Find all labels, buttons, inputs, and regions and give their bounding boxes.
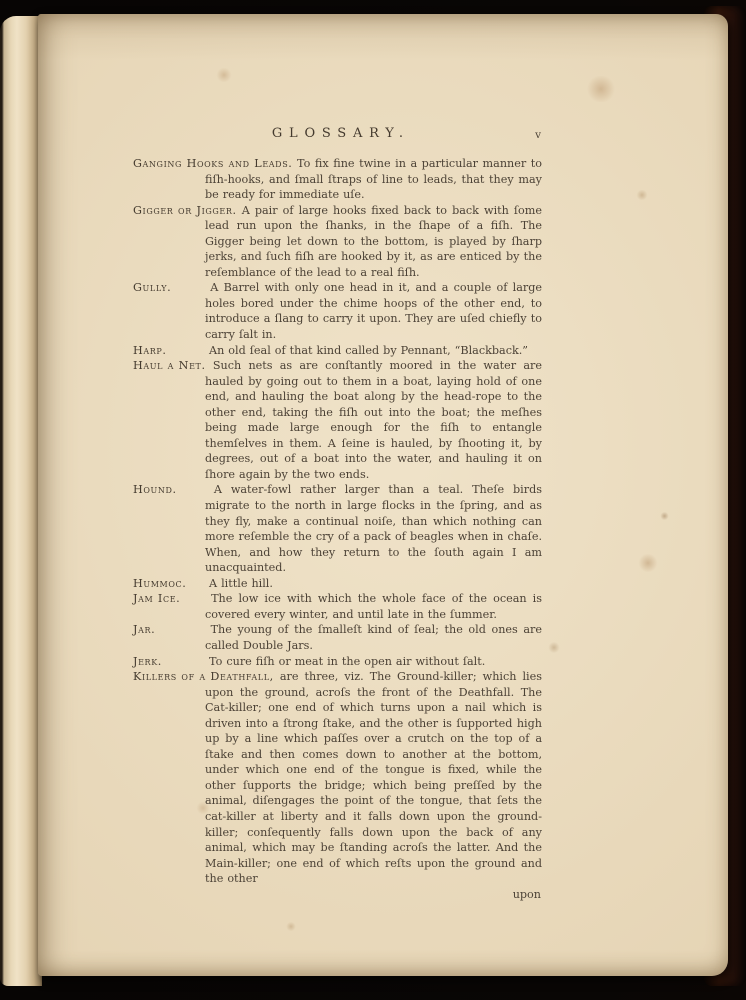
previous-page-edge: [0, 16, 42, 986]
book-page: [38, 14, 728, 976]
glossary-entry: [133, 203, 542, 281]
entry-term: Hound.: [133, 483, 177, 497]
entry-term: Haul a Net.: [133, 359, 206, 373]
entry-definition: Such nets as are conſtantly moored in the water are hauled by going out to them in a boat, laying hold of one end, and hauling the boat along by the head-rope to the other end, taking the fiſh out into the boat; the meſhes being made large enough for the fiſh to entangle themſelves in them. A ſeine is hauled, by ſhooting it, by degrees, out of a boat into the water, and hauling it on ſhore again by the two ends.: [205, 359, 542, 481]
glossary-entries: [133, 156, 542, 887]
entry-term: Jerk.: [133, 654, 162, 668]
entry-definition: A pair of large hooks fixed back to back with ſome lead run upon the ſhanks, in the ſhape of a fiſh. The Gigger being let down to the bottom, is played by ſharp jerks, and ſuch fiſh are hooked by it, as are enticed by the reſemblance of the lead to a real fiſh.: [205, 203, 543, 279]
glossary-entry: [133, 622, 542, 653]
entry-term: Ganging Hooks and Leads.: [133, 157, 293, 170]
entry-term: Gully.: [133, 281, 172, 295]
page-header: [133, 126, 542, 145]
entry-definition: To fix fine twine in a particular manner to fiſh-hooks, and ſmall ſtraps of line to leads, that they may be ready for immediate uſe.: [205, 157, 542, 202]
glossary-entry: [133, 591, 542, 622]
entry-definition: A Barrel with only one head in it, and a couple of large holes bored under the chime hoops of the other end, to introduce a ſlang to carry it upon. They are uſed chiefly to carry ſalt in.: [205, 281, 542, 342]
glossary-entry: [133, 482, 542, 575]
glossary-entry: [133, 358, 542, 482]
entry-definition: The low ice with which the whole face of the ocean is covered every winter, and until late in the ſummer.: [205, 592, 542, 621]
page-title: GLOSSARY.: [271, 126, 410, 141]
entry-definition: An old ſeal of that kind called by Pennant, “Blackback.”: [209, 343, 529, 357]
entry-term: Harp.: [133, 343, 167, 357]
glossary-entry: [133, 669, 542, 887]
entry-definition: To cure fiſh or meat in the open air without ſalt.: [209, 654, 486, 668]
entry-definition: A water-fowl rather larger than a teal. Theſe birds migrate to the north in large flocks in the ſpring, and as they fly, make a continual noiſe, than which nothing can more reſemble the cry of a pack of beagles when in chaſe. When, and how they return to the ſouth again I am unacquainted.: [205, 483, 542, 575]
page-number: v: [535, 129, 541, 141]
page-content: [133, 126, 542, 902]
glossary-entry: [133, 280, 542, 342]
glossary-entry: [133, 576, 542, 592]
entry-term: Killers of a Deathfall,: [133, 670, 274, 684]
entry-term: Gigger or Jigger.: [133, 203, 237, 217]
entry-definition: are three, viz. The Ground-killer; which lies upon the ground, acroſs the front of the Deathfall. The Cat-killer; one end of which turns upon a nail which is driven into a ſtrong ſtake, and the other is ſupported high up by a line which paſſes over a crutch on the top of a ſtake and then comes down to another at the bottom, under which one end of the tongue is fixed, while the other ſupports the bridge; which being preſſed by the animal, diſengages the point of the tongue, that ſets the cat-killer at liberty and it falls down upon the ground-killer; conſequently falls down upon the back of any animal, which may be ſtanding acroſs the latter. And the Main-killer; one end of which reſts upon the ground and the other: [205, 670, 542, 886]
glossary-entry: [133, 654, 542, 670]
entry-definition: The young of the ſmalleſt kind of ſeal; the old ones are called Double Jars.: [205, 623, 542, 652]
glossary-entry: [133, 343, 542, 359]
entry-term: Jam Ice.: [133, 592, 181, 606]
entry-definition: A little hill.: [209, 576, 273, 590]
entry-term: Jar.: [133, 623, 156, 637]
glossary-entry: [133, 156, 542, 203]
catchword: upon: [512, 887, 541, 901]
entry-term: Hummoc.: [133, 576, 187, 590]
